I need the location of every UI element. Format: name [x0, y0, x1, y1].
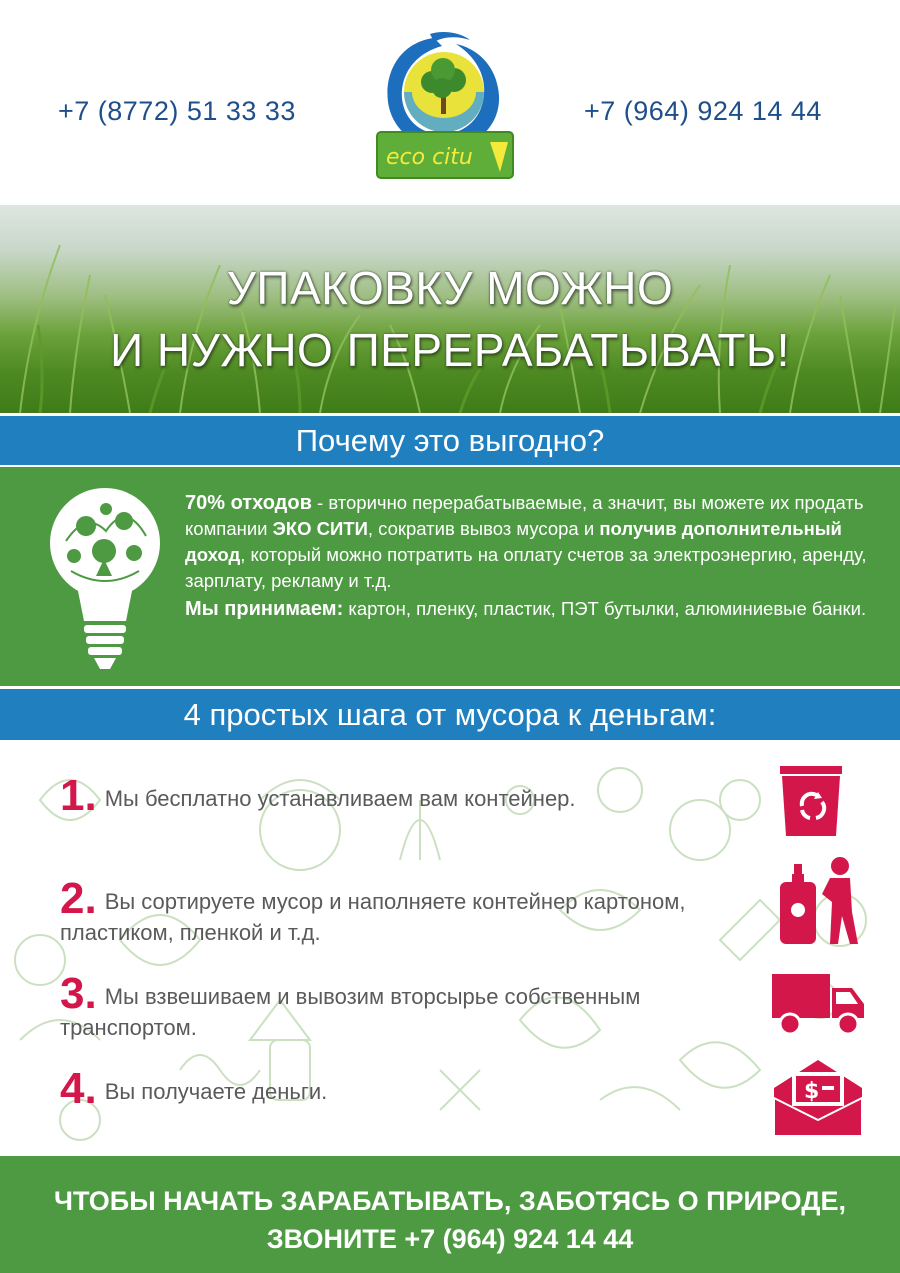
- step-number: 4.: [60, 1064, 97, 1113]
- step-number: 3.: [60, 969, 97, 1018]
- benefit-bold-company: ЭКО СИТИ: [272, 518, 368, 539]
- hero-title-line1: УПАКОВКУ МОЖНО: [226, 262, 674, 314]
- step-2: [60, 874, 700, 948]
- cta-line2[interactable]: ЗВОНИТЕ +7 (964) 924 14 44: [266, 1224, 634, 1254]
- benefit-text-1: - вторично перерабатываемые, а значит, вы можете их продать компании: [185, 492, 864, 539]
- svg-text:$: $: [804, 1079, 820, 1104]
- header: [0, 0, 900, 205]
- step-number: 1.: [60, 771, 97, 820]
- sorting-trash-icon: [770, 852, 866, 948]
- phone-left[interactable]: +7 (8772) 51 33 33: [58, 96, 296, 126]
- step-3: [60, 969, 700, 1043]
- benefits-paragraph: [185, 490, 885, 594]
- eco-lightbulb-icon: [46, 481, 164, 671]
- step-text: Мы взвешиваем и вывозим вторсырье собственным транспортом.: [60, 984, 641, 1040]
- benefits-text: [185, 490, 885, 622]
- step-number: 2.: [60, 874, 97, 923]
- truck-icon: [770, 968, 866, 1044]
- benefit-text-2: , сократив вывоз мусора и: [367, 518, 600, 539]
- phone-right[interactable]: +7 (964) 924 14 44: [584, 96, 822, 126]
- benefit-text-3: , который можно потратить на оплату счетов за электроэнергию, аренду, зарплату, рекламу и т.д.: [185, 544, 867, 591]
- steps-heading: 4 простых шага от мусора к деньгам:: [0, 686, 900, 740]
- step-4: [60, 1064, 700, 1113]
- why-heading: Почему это выгодно?: [0, 413, 900, 465]
- benefit-bold-income: получив дополнительный доход: [185, 518, 842, 565]
- recycle-bin-icon: [770, 762, 866, 838]
- accepted-list: картон, пленку, пластик, ПЭТ бутылки, алюминиевые банки.: [343, 598, 867, 619]
- step-text: Вы получаете деньги.: [104, 1079, 328, 1104]
- call-to-action-footer: [0, 1152, 900, 1273]
- logo-text: eco citu: [386, 145, 473, 170]
- steps-section: [0, 740, 900, 1152]
- accepted-materials: [185, 596, 885, 622]
- accepted-label: Мы принимаем:: [185, 598, 344, 620]
- benefit-bold-percent: 70% отходов: [185, 492, 312, 514]
- step-text: Мы бесплатно устанавливаем вам контейнер.: [104, 786, 576, 811]
- money-envelope-icon: [770, 1058, 866, 1138]
- cta-line1: ЧТОБЫ НАЧАТЬ ЗАРАБАТЫВАТЬ, ЗАБОТЯСЬ О ПРИРОДЕ,: [54, 1186, 846, 1216]
- hero-title-line2: И НУЖНО ПЕРЕРАБАТЫВАТЬ!: [110, 324, 790, 376]
- benefits-section: [0, 465, 900, 686]
- hero-banner: [0, 205, 900, 413]
- eco-city-logo: [372, 30, 522, 182]
- step-1: [60, 771, 700, 820]
- step-text: Вы сортируете мусор и наполняете контейнер картоном, пластиком, пленкой и т.д.: [60, 889, 686, 945]
